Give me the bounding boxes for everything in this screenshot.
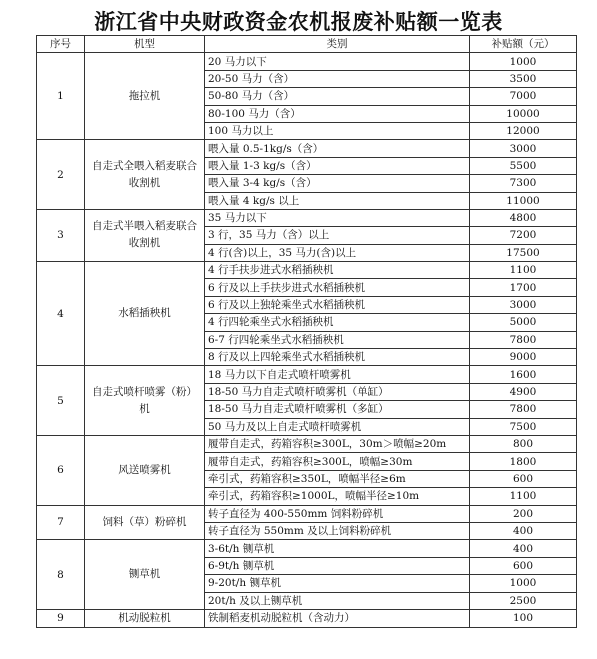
header-subsidy: 补贴额（元） [470, 36, 577, 53]
table-body [37, 53, 577, 628]
table-row [37, 262, 577, 279]
cell-machine-type: 水稻插秧机 [85, 262, 205, 366]
cell-subsidy: 1100 [470, 262, 577, 279]
cell-subsidy: 7200 [470, 227, 577, 244]
cell-machine-type: 机动脱粒机 [85, 609, 205, 627]
table-row [37, 209, 577, 226]
cell-category: 6-7 行四轮乘坐式水稻插秧机 [205, 331, 470, 348]
cell-category: 100 马力以上 [205, 122, 470, 139]
cell-subsidy: 1000 [470, 53, 577, 70]
subsidy-table [36, 35, 577, 628]
cell-subsidy: 200 [470, 505, 577, 522]
cell-serial: 6 [37, 435, 85, 505]
cell-category: 6 行及以上手扶步进式水稻插秧机 [205, 279, 470, 296]
cell-category: 80-100 马力（含） [205, 105, 470, 122]
cell-category: 3-6t/h 铡草机 [205, 540, 470, 557]
table-row [37, 505, 577, 522]
cell-subsidy: 7800 [470, 401, 577, 418]
page-title: 浙江省中央财政资金农机报废补贴额一览表 [94, 10, 503, 34]
cell-category: 牵引式，药箱容积≥350L，喷幅半径≥6m [205, 470, 470, 487]
table-header-row [37, 36, 577, 53]
cell-subsidy: 800 [470, 435, 577, 452]
cell-category: 铁制稻麦机动脱粒机（含动力） [205, 609, 470, 627]
cell-subsidy: 1800 [470, 453, 577, 470]
cell-subsidy: 3500 [470, 70, 577, 87]
cell-serial: 4 [37, 262, 85, 366]
cell-subsidy: 3000 [470, 140, 577, 157]
cell-machine-type: 铡草机 [85, 540, 205, 610]
table-row [37, 366, 577, 383]
cell-category: 喂入量 3-4 kg/s（含） [205, 175, 470, 192]
cell-machine-type: 自走式半喂入稻麦联合收割机 [85, 209, 205, 261]
cell-subsidy: 600 [470, 470, 577, 487]
cell-category: 履带自走式，药箱容积≥300L，30m＞喷幅≥20m [205, 435, 470, 452]
cell-subsidy: 4900 [470, 383, 577, 400]
cell-category: 3 行，35 马力（含）以上 [205, 227, 470, 244]
cell-category: 转子直径为 400-550mm 饲料粉碎机 [205, 505, 470, 522]
cell-machine-type: 自走式喷杆喷雾（粉）机 [85, 366, 205, 436]
cell-category: 6-9t/h 铡草机 [205, 557, 470, 574]
cell-category: 转子直径为 550mm 及以上饲料粉碎机 [205, 522, 470, 539]
cell-subsidy: 7800 [470, 331, 577, 348]
cell-category: 履带自走式，药箱容积≥300L，喷幅≥30m [205, 453, 470, 470]
cell-subsidy: 1700 [470, 279, 577, 296]
cell-category: 喂入量 0.5-1kg/s（含） [205, 140, 470, 157]
cell-category: 18-50 马力自走式喷杆喷雾机（多缸） [205, 401, 470, 418]
cell-category: 20t/h 及以上铡草机 [205, 592, 470, 609]
cell-serial: 2 [37, 140, 85, 210]
cell-subsidy: 9000 [470, 349, 577, 366]
table-row [37, 140, 577, 157]
cell-subsidy: 400 [470, 540, 577, 557]
cell-category: 50 马力及以上自走式喷杆喷雾机 [205, 418, 470, 435]
cell-machine-type: 饲料（草）粉碎机 [85, 505, 205, 540]
cell-serial: 5 [37, 366, 85, 436]
cell-category: 6 行及以上独轮乘坐式水稻插秧机 [205, 296, 470, 313]
cell-category: 20 马力以下 [205, 53, 470, 70]
cell-category: 喂入量 1-3 kg/s（含） [205, 157, 470, 174]
cell-subsidy: 7500 [470, 418, 577, 435]
cell-subsidy: 2500 [470, 592, 577, 609]
cell-serial: 3 [37, 209, 85, 261]
cell-subsidy: 5500 [470, 157, 577, 174]
cell-subsidy: 17500 [470, 244, 577, 261]
cell-category: 20-50 马力（含） [205, 70, 470, 87]
cell-subsidy: 600 [470, 557, 577, 574]
cell-machine-type: 风送喷雾机 [85, 435, 205, 505]
cell-category: 牵引式，药箱容积≥1000L，喷幅半径≥10m [205, 488, 470, 505]
table-row [37, 435, 577, 452]
cell-subsidy: 100 [470, 609, 577, 627]
cell-serial: 1 [37, 53, 85, 140]
cell-category: 4 行手扶步进式水稻插秧机 [205, 262, 470, 279]
cell-serial: 7 [37, 505, 85, 540]
cell-category: 9-20t/h 铡草机 [205, 575, 470, 592]
header-category: 类别 [205, 36, 470, 53]
cell-category: 35 马力以下 [205, 209, 470, 226]
cell-category: 8 行及以上四轮乘坐式水稻插秧机 [205, 349, 470, 366]
cell-machine-type: 拖拉机 [85, 53, 205, 140]
header-serial: 序号 [37, 36, 85, 53]
cell-serial: 8 [37, 540, 85, 610]
cell-category: 50-80 马力（含） [205, 88, 470, 105]
cell-serial: 9 [37, 609, 85, 627]
cell-subsidy: 12000 [470, 122, 577, 139]
header-machine-type: 机型 [85, 36, 205, 53]
cell-category: 18-50 马力自走式喷杆喷雾机（单缸） [205, 383, 470, 400]
cell-subsidy: 5000 [470, 314, 577, 331]
cell-subsidy: 1100 [470, 488, 577, 505]
cell-subsidy: 1000 [470, 575, 577, 592]
cell-subsidy: 1600 [470, 366, 577, 383]
cell-subsidy: 11000 [470, 192, 577, 209]
table-row [37, 540, 577, 557]
cell-subsidy: 7300 [470, 175, 577, 192]
cell-subsidy: 4800 [470, 209, 577, 226]
cell-category: 4 行(含)以上，35 马力(含)以上 [205, 244, 470, 261]
table-row [37, 53, 577, 70]
cell-subsidy: 10000 [470, 105, 577, 122]
table-row [37, 609, 577, 627]
cell-category: 18 马力以下自走式喷杆喷雾机 [205, 366, 470, 383]
cell-subsidy: 7000 [470, 88, 577, 105]
cell-subsidy: 3000 [470, 296, 577, 313]
cell-category: 4 行四轮乘坐式水稻插秧机 [205, 314, 470, 331]
cell-subsidy: 400 [470, 522, 577, 539]
cell-machine-type: 自走式全喂入稻麦联合收割机 [85, 140, 205, 210]
cell-category: 喂入量 4 kg/s 以上 [205, 192, 470, 209]
